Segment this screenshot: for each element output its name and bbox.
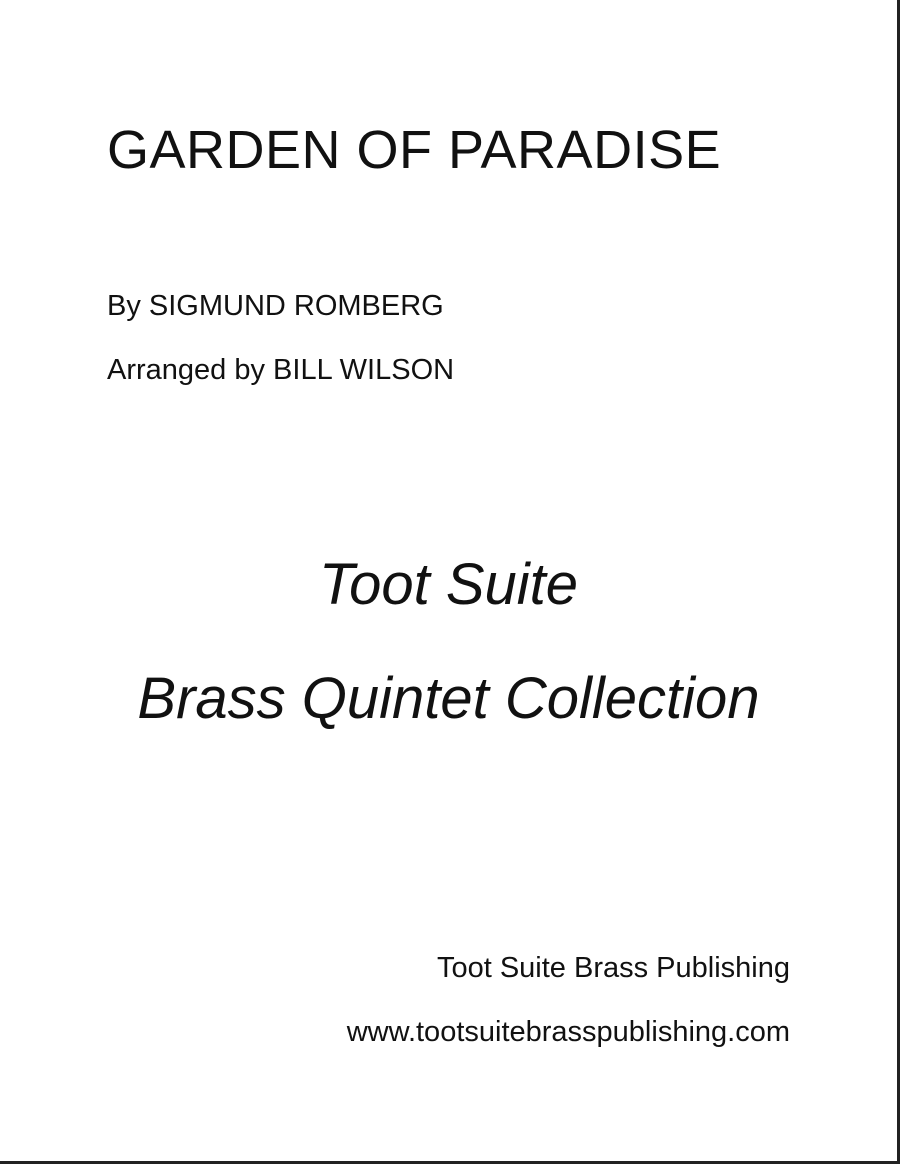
series-collection: Brass Quintet Collection [137, 666, 760, 731]
arranger-line: Arranged by BILL WILSON [107, 354, 455, 386]
series-name: Toot Suite [318, 552, 579, 617]
publisher-website: www.tootsuitebrasspublishing.com [346, 1016, 790, 1048]
composer-line: By SIGMUND ROMBERG [107, 290, 444, 322]
page-title: GARDEN OF PARADISE [107, 120, 722, 180]
publisher-name: Toot Suite Brass Publishing [436, 952, 790, 984]
